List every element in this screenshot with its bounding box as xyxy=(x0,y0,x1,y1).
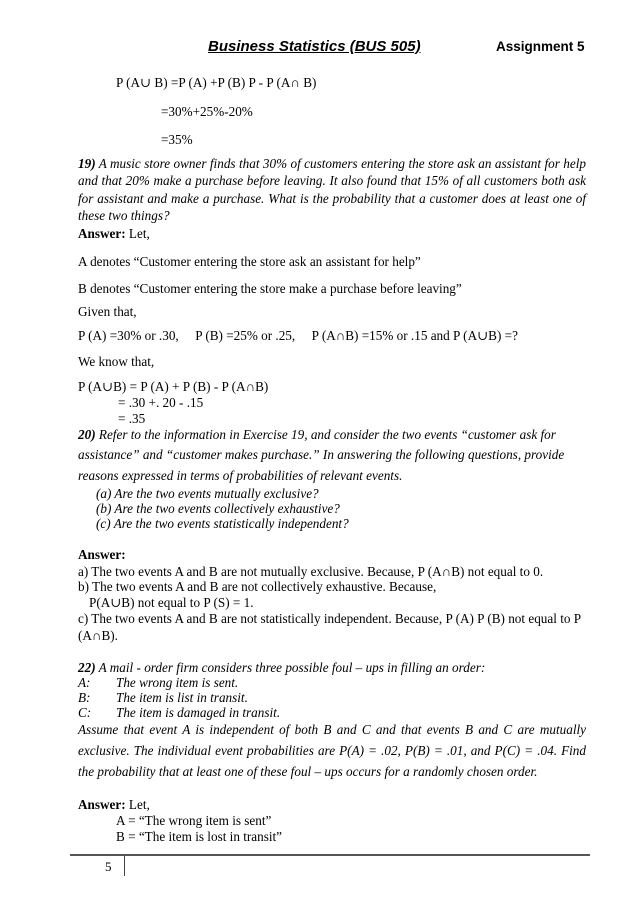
q20-answer-a: a) The two events A and B are not mutually exclusive. Because, P (A∩B) not equal to 0. xyxy=(78,564,544,579)
assignment-label: Assignment 5 xyxy=(496,39,585,54)
q19-given-values: P (A) =30% or .30, P (B) =25% or .25, P (A∩B) =15% or .15 and P (A∪B) =? xyxy=(78,328,518,343)
question-22-text: A mail - order firm considers three possible foul – ups in filling an order: xyxy=(95,660,486,675)
q22-event-a-key: A: xyxy=(78,675,91,690)
q20-part-a: (a) Are the two events mutually exclusive? xyxy=(96,486,319,501)
q19-step2: = .35 xyxy=(118,411,146,426)
q22-def-b: B = “The item is lost in transit” xyxy=(116,829,283,844)
q22-event-a: The wrong item is sent. xyxy=(116,675,239,690)
q19-we-know: We know that, xyxy=(78,354,155,369)
question-20-number: 20) xyxy=(78,427,96,442)
question-22-number: 22) xyxy=(78,660,96,675)
q22-event-c: The item is damaged in transit. xyxy=(116,705,281,720)
q22-def-a: A = “The wrong item is sent” xyxy=(116,813,272,828)
footer-rule xyxy=(70,854,590,856)
page-number: 5 xyxy=(105,859,112,874)
question-20-text: Refer to the information in Exercise 19, and consider the two events “customer ask for assistance” and “customer makes purchase.” In answering the following questions, provide reasons expressed in terms of probabilities of relevant events. xyxy=(78,427,565,483)
prev-formula: P (A∪ B) =P (A) +P (B) P - P (A∩ B) xyxy=(116,75,317,90)
q20-answer-b: b) The two events A and B are not collectively exhaustive. Because, xyxy=(78,579,437,594)
q19-given: Given that, xyxy=(78,304,137,319)
question-19-text: A music store owner finds that 30% of customers entering the store ask an assistant for help and that 20% make a purchase before leaving. It also found that 15% of all customers both ask for assistant and make a purchase. What is the probability that a customer does at least one of these two things? xyxy=(78,156,586,224)
q22-answer xyxy=(78,796,150,813)
q22-assumption: Assume that event A is independent of both B and C and that events B and C are mutually exclusive. The individual event probabilities are P(A) = .02, P(B) = .01, and P(C) = .04. Find the probability that at least one of these foul – ups occurs for a randomly chosen order. xyxy=(78,722,586,780)
question-19 xyxy=(78,155,586,225)
q19-step1: = .30 +. 20 - .15 xyxy=(118,395,204,410)
q20-part-b: (b) Are the two events collectively exhaustive? xyxy=(96,501,340,516)
course-title: Business Statistics (BUS 505) xyxy=(208,38,421,55)
q19-formula: P (A∪B) = P (A) + P (B) - P (A∩B) xyxy=(78,379,269,394)
q19-answer xyxy=(78,225,150,242)
q22-answer-let: Let, xyxy=(125,797,150,812)
q22-event-b-key: B: xyxy=(78,690,91,705)
prev-step1: =30%+25%-20% xyxy=(161,104,253,119)
q22-event-b: The item is list in transit. xyxy=(116,690,248,705)
q19-answer-label: Answer: xyxy=(78,226,126,241)
q20-answer-label: Answer: xyxy=(78,547,126,562)
q20-answer-c: c) The two events A and B are not statistically independent. Because, P (A) P (B) not equal to P (A∩B). xyxy=(78,611,581,644)
q22-answer-label: Answer: xyxy=(78,797,126,812)
footer-divider xyxy=(124,856,125,876)
q20-part-c: (c) Are the two events statistically independent? xyxy=(96,516,349,531)
prev-step2: =35% xyxy=(161,132,193,147)
q19-a-definition: A denotes “Customer entering the store ask an assistant for help” xyxy=(78,254,421,269)
q19-b-definition: B denotes “Customer entering the store make a purchase before leaving” xyxy=(78,281,462,296)
q19-answer-let: Let, xyxy=(125,226,150,241)
q20-answer-b-cont: P(A∪B) not equal to P (S) = 1. xyxy=(89,595,254,610)
question-19-number: 19) xyxy=(78,156,96,171)
q22-event-c-key: C: xyxy=(78,705,92,720)
question-20 xyxy=(78,425,586,486)
